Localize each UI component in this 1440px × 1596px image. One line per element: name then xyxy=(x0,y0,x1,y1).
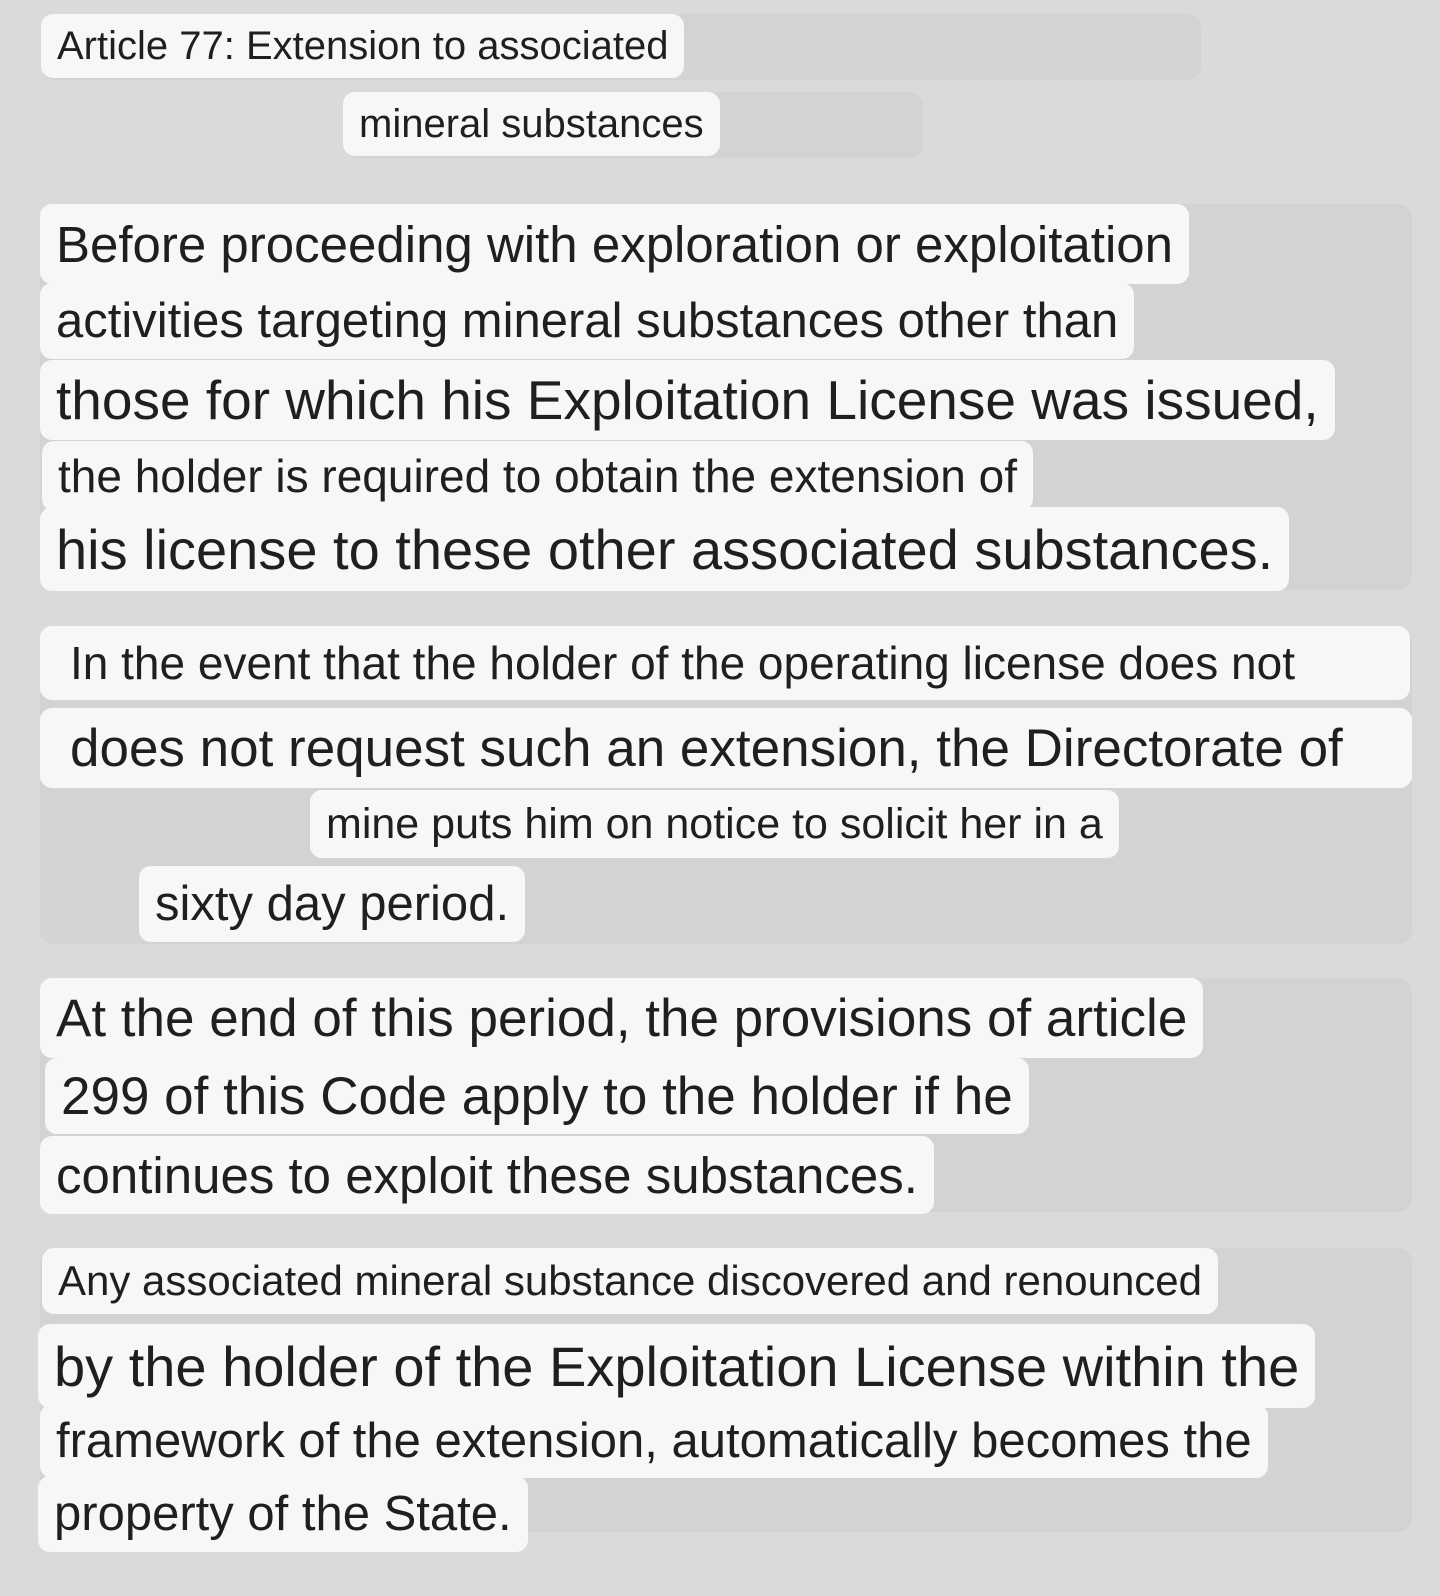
paragraph-1-line-5: his license to these other associated substances. xyxy=(40,507,1289,591)
paragraph-3-line-2: 299 of this Code apply to the holder if he xyxy=(45,1058,1029,1134)
paragraph-1-line-2: activities targeting mineral substances other than xyxy=(40,283,1134,359)
paragraph-2-line-4: sixty day period. xyxy=(139,866,525,942)
paragraph-4-line-2: by the holder of the Exploitation License within the xyxy=(38,1324,1315,1408)
paragraph-2-line-3: mine puts him on notice to solicit her in a xyxy=(310,790,1119,858)
article-title: Article 77: Extension to associated xyxy=(41,14,684,78)
paragraph-1-line-3: those for which his Exploitation License was issued, xyxy=(40,360,1335,440)
paragraph-4-line-1: Any associated mineral substance discovered and renounced xyxy=(42,1248,1218,1314)
paragraph-3-line-3: continues to exploit these substances. xyxy=(40,1136,934,1214)
paragraph-2-line-2: does not request such an extension, the Directorate of xyxy=(40,708,1412,788)
paragraph-4-line-3: framework of the extension, automatically becomes the xyxy=(40,1404,1268,1478)
article-title-continued: mineral substances xyxy=(343,92,720,156)
paragraph-1-line-1: Before proceeding with exploration or exploitation xyxy=(40,204,1189,284)
paragraph-1-line-4: the holder is required to obtain the extension of xyxy=(42,441,1033,511)
paragraph-2-line-1: In the event that the holder of the operating license does not xyxy=(40,626,1410,700)
paragraph-3-line-1: At the end of this period, the provisions of article xyxy=(40,978,1203,1058)
paragraph-4-line-4: property of the State. xyxy=(38,1476,528,1552)
